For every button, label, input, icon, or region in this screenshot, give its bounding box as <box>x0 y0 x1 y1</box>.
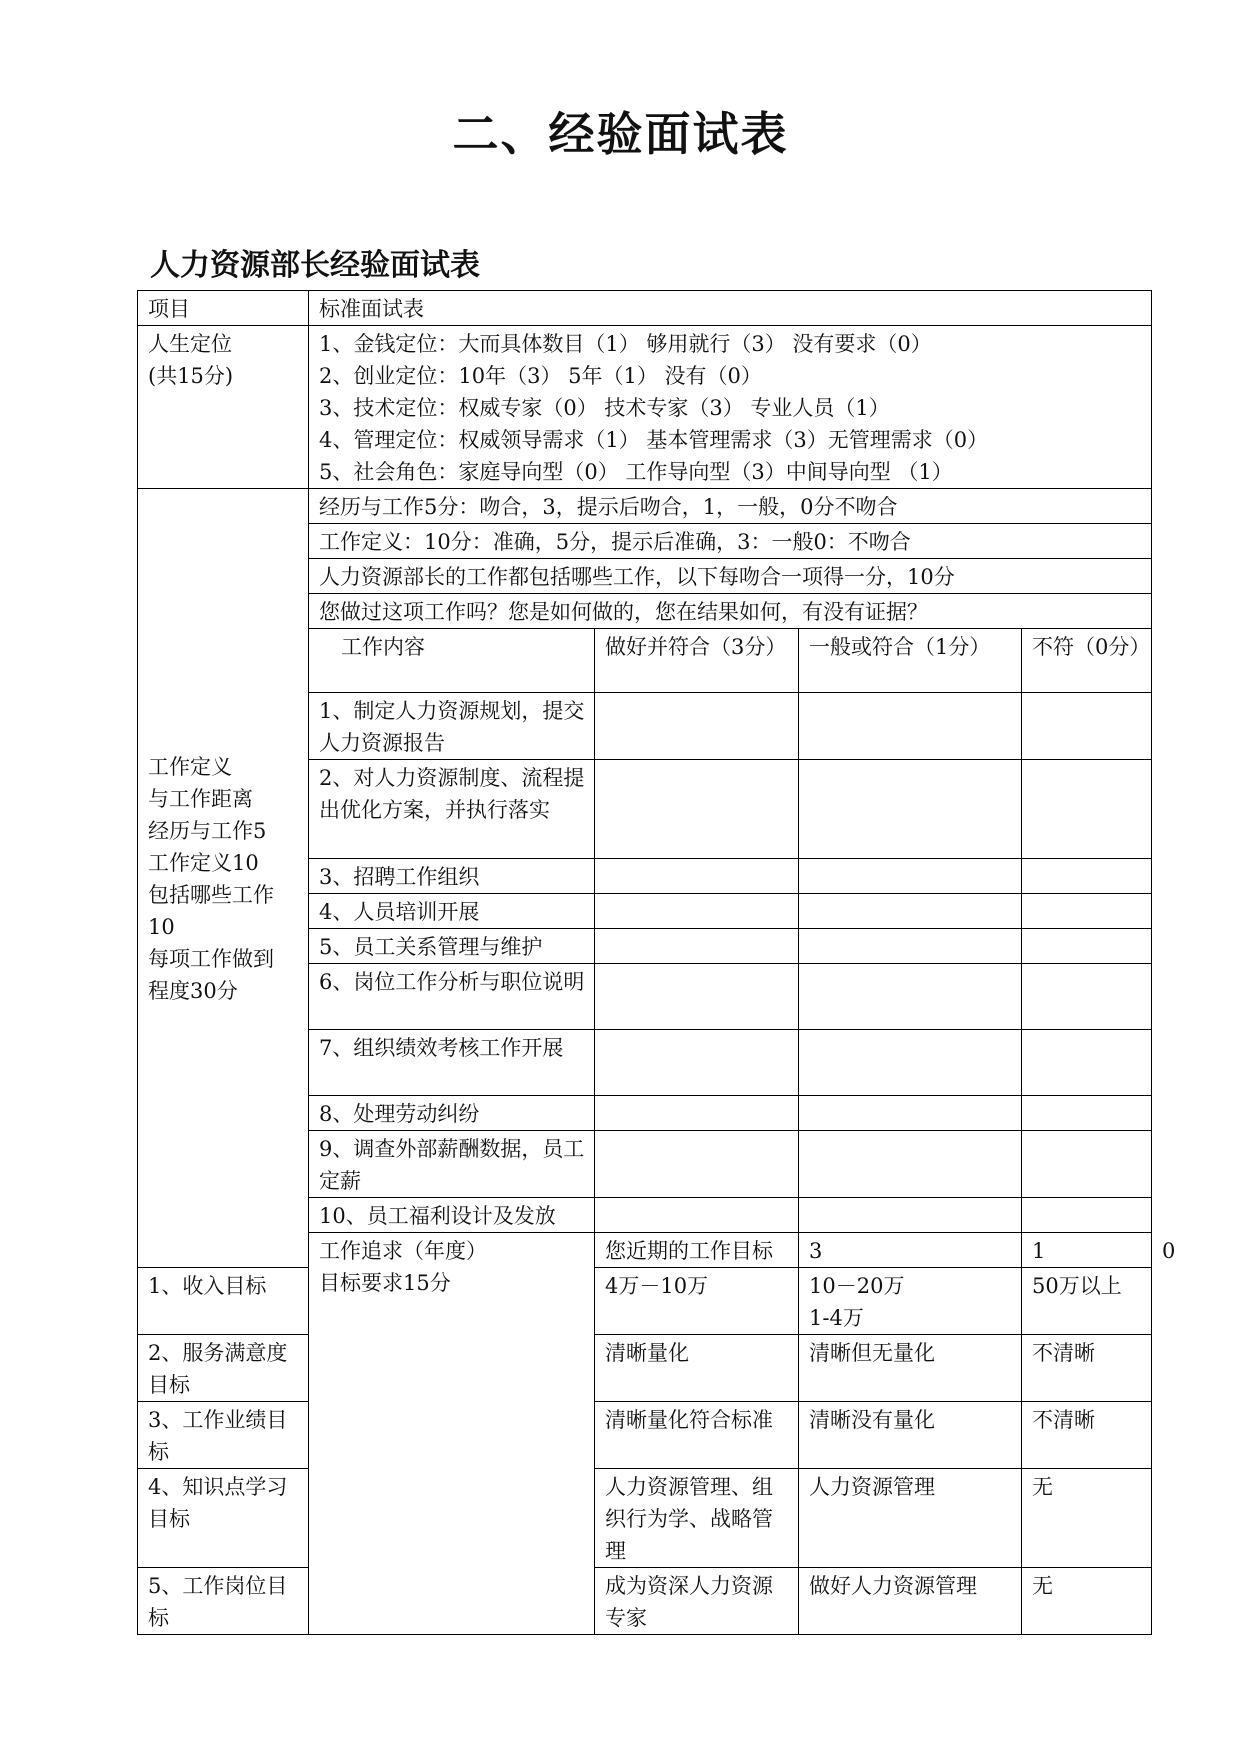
score-cell <box>799 894 1022 929</box>
score-cell <box>595 1198 799 1233</box>
goal-answer-line: 10－20万 <box>809 1274 905 1298</box>
work-item-cell: 4、人员培训开展 <box>309 894 595 929</box>
score-cell <box>1022 1198 1152 1233</box>
label-line: (共15分) <box>148 364 234 388</box>
goal-row <box>138 1335 1152 1402</box>
column-header: 做好并符合（3分） <box>595 629 799 693</box>
goal-answer-cell: 做好人力资源管理 <box>799 1568 1022 1635</box>
life-line: 5、社会角色：家庭导向型（0） 工作导向型（3）中间导向型 （1） <box>319 460 953 484</box>
interview-table <box>137 290 1176 1635</box>
label-line: 工作追求（年度） <box>319 1239 487 1263</box>
score-cell <box>799 1096 1022 1131</box>
goal-answer-cell: 清晰量化符合标准 <box>595 1402 799 1469</box>
score-cell <box>1022 894 1152 929</box>
score-cell <box>595 693 799 760</box>
work-item-cell: 10、员工福利设计及发放 <box>309 1198 595 1233</box>
life-orientation-label <box>138 326 309 489</box>
goal-answer-cell: 人力资源管理、组织行为学、战略管理 <box>595 1469 799 1568</box>
work-item-cell: 7、组织绩效考核工作开展 <box>309 1030 595 1096</box>
score-cell <box>595 964 799 1030</box>
score-cell <box>1022 964 1152 1030</box>
life-line: 1、金钱定位：大而具体数目（1） 够用就行（3） 没有要求（0） <box>319 332 932 356</box>
label-line: 与工作距离 <box>148 787 253 811</box>
work-item-cell: 6、岗位工作分析与职位说明 <box>309 964 595 1030</box>
goal-answer-cell: 不清晰 <box>1022 1335 1152 1402</box>
header-standard-cell: 标准面试表 <box>309 291 1152 326</box>
goal-cell: 1、收入目标 <box>138 1268 309 1335</box>
column-header: 不符（0分） <box>1022 629 1152 693</box>
score-cell <box>1022 859 1152 894</box>
form-subtitle: 人力资源部长经验面试表 <box>150 248 480 283</box>
score-cell <box>799 964 1022 1030</box>
goal-answer-cell <box>799 1268 1022 1335</box>
score-cell <box>1022 1131 1152 1198</box>
goal-cell: 5、工作岗位目标 <box>138 1568 309 1635</box>
goal-cell: 2、服务满意度目标 <box>138 1335 309 1402</box>
work-item-cell: 1、制定人力资源规划，提交人力资源报告 <box>309 693 595 760</box>
goal-cell: 4、知识点学习目标 <box>138 1469 309 1568</box>
score-cell <box>595 859 799 894</box>
label-line: 10 <box>148 915 175 939</box>
work-definition-label <box>138 489 309 1268</box>
work-note-cell: 经历与工作5分：吻合，3，提示后吻合，1，一般，0分不吻合 <box>309 489 1152 524</box>
goal-answer-line: 1-4万 <box>809 1306 864 1330</box>
goal-answer-cell: 4万－10万 <box>595 1268 799 1335</box>
goal-row <box>138 1469 1152 1568</box>
header-item-cell: 项目 <box>138 291 309 326</box>
page-title: 二、经验面试表 <box>452 107 789 161</box>
goal-answer-cell: 清晰没有量化 <box>799 1402 1022 1469</box>
score-cell <box>1022 929 1152 964</box>
label-line: 工作定义 <box>148 755 232 779</box>
work-note-cell: 工作定义：10分：准确，5分，提示后准确，3：一般0：不吻合 <box>309 524 1152 559</box>
score-cell <box>595 1096 799 1131</box>
life-line: 3、技术定位：权威专家（0） 技术专家（3） 专业人员（1） <box>319 396 890 420</box>
score-cell <box>799 929 1022 964</box>
score-cell <box>799 859 1022 894</box>
score-cell <box>799 1030 1022 1096</box>
life-line: 2、创业定位：10年（3） 5年（1） 没有（0） <box>319 364 762 388</box>
column-header: 工作内容 <box>309 629 595 693</box>
score-cell <box>799 1131 1022 1198</box>
work-item-cell: 3、招聘工作组织 <box>309 859 595 894</box>
score-cell <box>595 760 799 859</box>
goal-answer-cell: 成为资深人力资源专家 <box>595 1568 799 1635</box>
goal-score-cell: 1 <box>1022 1233 1152 1268</box>
work-item-cell: 5、员工关系管理与维护 <box>309 929 595 964</box>
score-cell <box>1022 1096 1152 1131</box>
score-cell <box>595 1131 799 1198</box>
life-orientation-content <box>309 326 1152 489</box>
label-line: 目标要求15分 <box>319 1271 451 1295</box>
label-line: 每项工作做到 <box>148 947 274 971</box>
goal-answer-cell: 50万以上 <box>1022 1268 1152 1335</box>
goal-row: 工作追求（年度） 目标要求15分 您近期的工作目标 3 1 0 <box>138 1233 1152 1268</box>
goal-row <box>138 1402 1152 1469</box>
goal-row <box>138 1268 1152 1335</box>
work-note-cell: 您做过这项工作吗？您是如何做的，您在结果如何，有没有证据？ <box>309 594 1152 629</box>
goal-answer-cell: 清晰量化 <box>595 1335 799 1402</box>
label-line: 包括哪些工作 <box>148 883 274 907</box>
score-cell <box>799 760 1022 859</box>
life-orientation-row <box>138 326 1152 489</box>
score-cell <box>595 894 799 929</box>
goal-row <box>138 1568 1152 1635</box>
goal-answer-cell: 不清晰 <box>1022 1402 1152 1469</box>
column-header: 一般或符合（1分） <box>799 629 1022 693</box>
score-cell <box>799 1198 1022 1233</box>
score-cell <box>1022 693 1152 760</box>
label-line: 经历与工作5 <box>148 819 267 843</box>
goal-score-cell: 3 <box>799 1233 1022 1268</box>
score-cell <box>1022 1030 1152 1096</box>
work-note-row <box>138 489 1152 524</box>
goal-cell: 3、工作业绩目标 <box>138 1402 309 1469</box>
work-item-cell: 8、处理劳动纠纷 <box>309 1096 595 1131</box>
work-item-cell: 9、调查外部薪酬数据，员工定薪 <box>309 1131 595 1198</box>
label-line: 程度30分 <box>148 979 238 1003</box>
goal-answer-cell: 无 <box>1022 1469 1152 1568</box>
goal-answer-cell: 人力资源管理 <box>799 1469 1022 1568</box>
work-pursuit-label <box>309 1233 595 1635</box>
score-cell <box>799 693 1022 760</box>
life-line: 4、管理定位：权威领导需求（1） 基本管理需求（3）无管理需求（0） <box>319 428 989 452</box>
score-cell <box>595 1030 799 1096</box>
table-header-row <box>138 291 1152 326</box>
goal-cell: 您近期的工作目标 <box>595 1233 799 1268</box>
score-cell <box>1022 760 1152 859</box>
work-item-cell: 2、对人力资源制度、流程提出优化方案，并执行落实 <box>309 760 595 859</box>
goal-answer-cell: 无 <box>1022 1568 1152 1635</box>
goal-answer-cell: 清晰但无量化 <box>799 1335 1022 1402</box>
label-line: 人生定位 <box>148 332 232 356</box>
work-note-cell: 人力资源部长的工作都包括哪些工作，以下每吻合一项得一分，10分 <box>309 559 1152 594</box>
score-cell <box>595 929 799 964</box>
label-line: 工作定义10 <box>148 851 259 875</box>
